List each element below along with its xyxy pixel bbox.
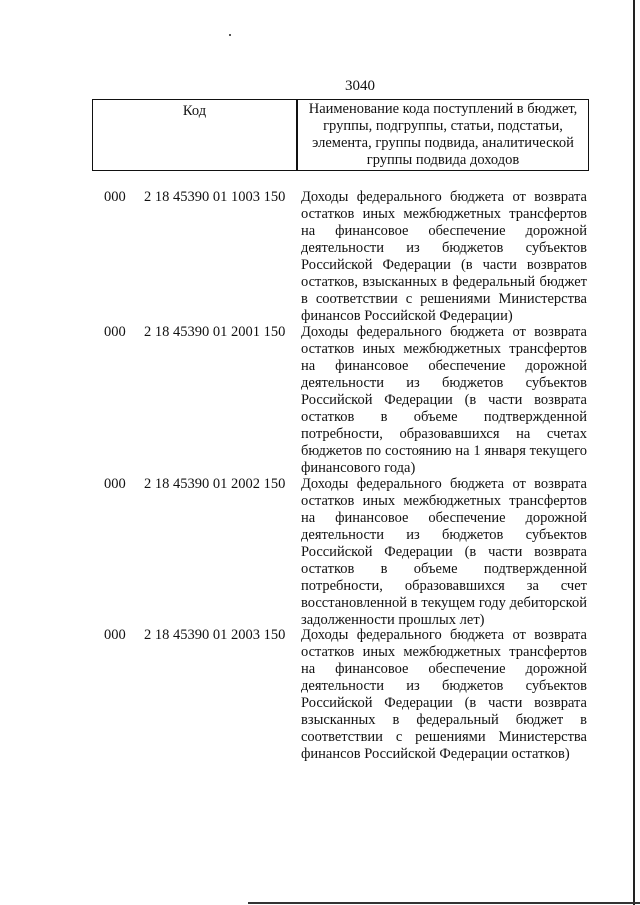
- header-name-label: Наименование кода поступлений в бюджет, группы, подгруппы, статьи, подстатьи, элемента, группы подвида, аналитической группы подвида доходов: [308, 101, 578, 168]
- revenue-description: Доходы федерального бюджета от возврата остатков иных межбюджетных трансфертов на финансовое обеспечение дорожной деятельности из бюджетов субъектов Российской Федерации (в части возврата остатков в объеме подтвержденной потребности, образовавшихся за счет восстановленной в текущем году дебиторской задолженности прошлых лет): [301, 476, 587, 628]
- revenue-code: 2 18 45390 01 2003 150: [144, 627, 286, 643]
- admin-code: 000: [104, 476, 126, 492]
- header-code-label: Код: [182, 103, 207, 119]
- scan-speck: [229, 34, 231, 36]
- revenue-description: Доходы федерального бюджета от возврата остатков иных межбюджетных трансфертов на финансовое обеспечение дорожной деятельности из бюджетов субъектов Российской Федерации (в части возврата остатков в объеме подтвержденной потребности, образовавшихся на счетах бюджетов по состоянию на 1 января текущего финансового года): [301, 324, 587, 476]
- table-header: [92, 99, 589, 171]
- revenue-description: Доходы федерального бюджета от возврата остатков иных межбюджетных трансфертов на финансовое обеспечение дорожной деятельности из бюджетов субъектов Российской Федерации (в части возврата взысканных в федеральный бюджет в соответствии с решениями Министерства финансов Российской Федерации остатков): [301, 627, 587, 762]
- admin-code: 000: [104, 189, 126, 205]
- admin-code: 000: [104, 324, 126, 340]
- revenue-code: 2 18 45390 01 2002 150: [144, 476, 286, 492]
- page-number: 3040: [345, 78, 375, 94]
- admin-code: 000: [104, 627, 126, 643]
- revenue-code: 2 18 45390 01 2001 150: [144, 324, 286, 340]
- scan-edge-right: [633, 0, 635, 905]
- revenue-code: 2 18 45390 01 1003 150: [144, 189, 286, 205]
- scan-edge-bottom: [248, 902, 640, 904]
- revenue-description: Доходы федерального бюджета от возврата остатков иных межбюджетных трансфертов на финансовое обеспечение дорожной деятельности из бюджетов субъектов Российской Федерации (в части возвратов остатков, взысканных в федеральный бюджет в соответствии с решениями Министерства финансов Российской Федерации): [301, 189, 587, 324]
